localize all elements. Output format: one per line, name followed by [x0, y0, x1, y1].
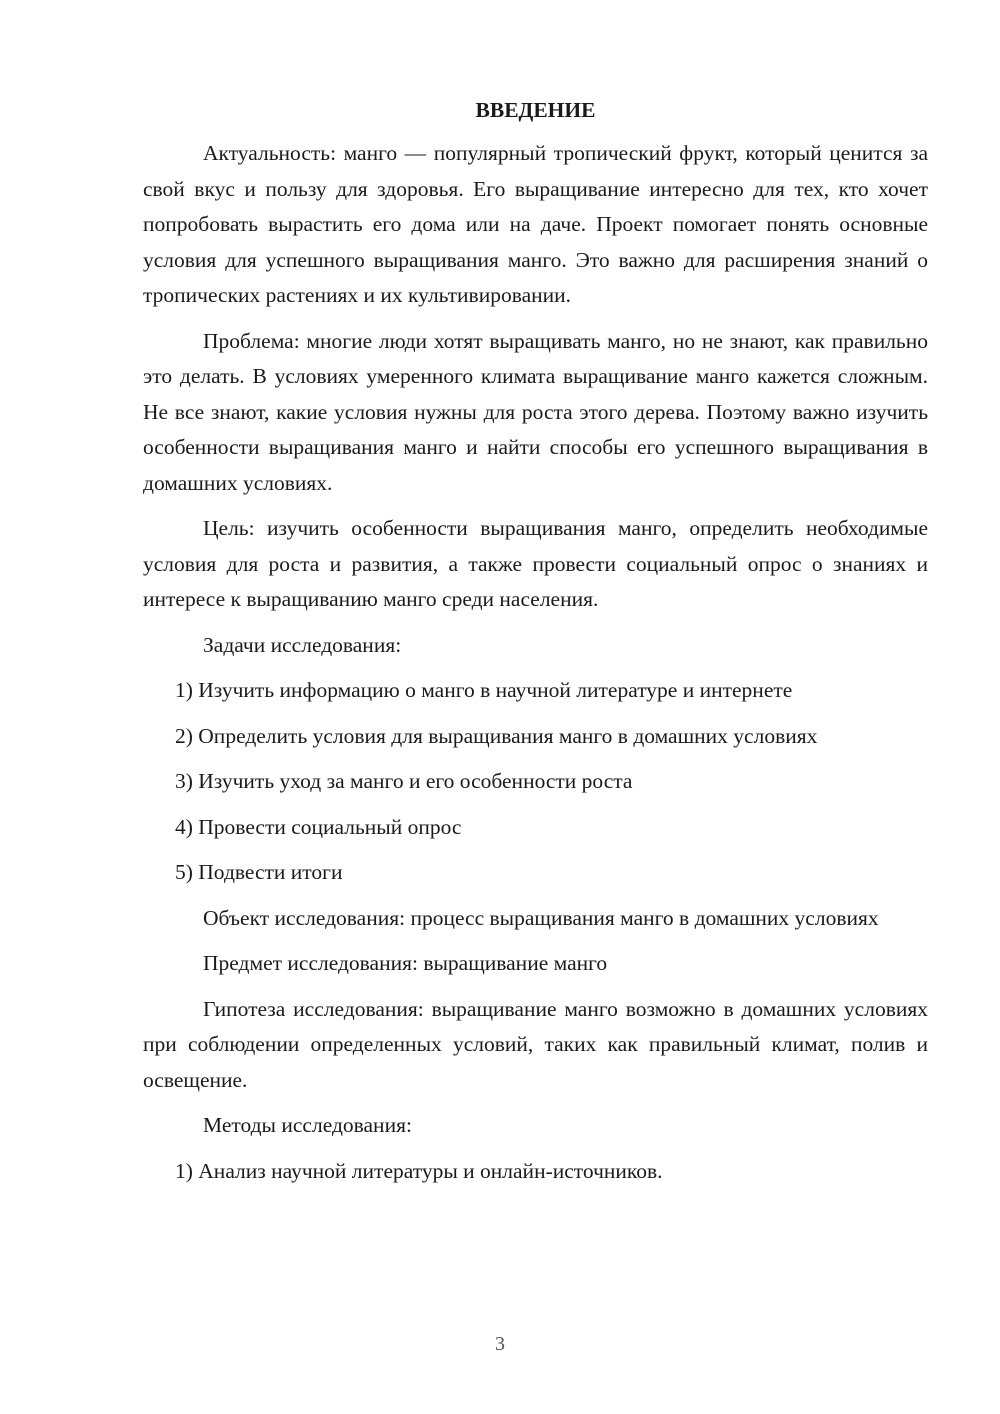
problem-paragraph: Проблема: многие люди хотят выращивать манго, но не знают, как правильно это делать. В условиях умеренного климата выращивание манго кажется сложным. Не все знают, какие условия нужны для роста этого дерева. Поэтому важно изучить особенности выращивания манго и найти способы его успешного выращивания в домашних условиях. [143, 328, 928, 495]
object-paragraph: Объект исследования: процесс выращивания манго в домашних условиях [203, 905, 879, 930]
subject-paragraph: Предмет исследования: выращивание манго [203, 951, 608, 975]
methods-heading: Методы исследования: [203, 1113, 412, 1137]
goal-paragraph: Цель: изучить особенности выращивания манго, определить необходимые условия для роста и развития, а также провести социальный опрос о знаниях и интересе к выращиванию манго среди населения. [143, 516, 928, 611]
list-item: 2) Определить условия для выращивания манго в домашних условиях [175, 723, 818, 748]
methods-list [143, 1154, 928, 1190]
list-item: 3) Изучить уход за манго и его особенности роста [175, 769, 633, 793]
section-title: ВВЕДЕНИЕ [475, 98, 596, 122]
list-item: 1) Изучить информацию о манго в научной литературе и интернете [175, 678, 793, 702]
hypothesis-paragraph: Гипотеза исследования: выращивание манго возможно в домашних условиях при соблюдении определенных условий, таких как правильный климат, полив и освещение. [143, 996, 928, 1092]
page-number: 3 [495, 1333, 505, 1355]
relevance-paragraph: Актуальность: манго — популярный тропический фрукт, который ценится за свой вкус и пользу для здоровья. Его выращивание интересно для тех, кто хочет попробовать вырастить его дома или на даче. Проект помогает понять основные условия для успешного выращивания манго. Это важно для расширения знаний о тропических растениях и их культивировании. [143, 141, 928, 307]
list-item: 4) Провести социальный опрос [175, 814, 462, 839]
list-item: 5) Подвести итоги [175, 860, 343, 884]
tasks-list [143, 673, 928, 891]
document-body [143, 92, 928, 1199]
tasks-heading: Задачи исследования: [203, 632, 402, 657]
list-item: 1) Анализ научной литературы и онлайн-источников. [175, 1158, 663, 1183]
